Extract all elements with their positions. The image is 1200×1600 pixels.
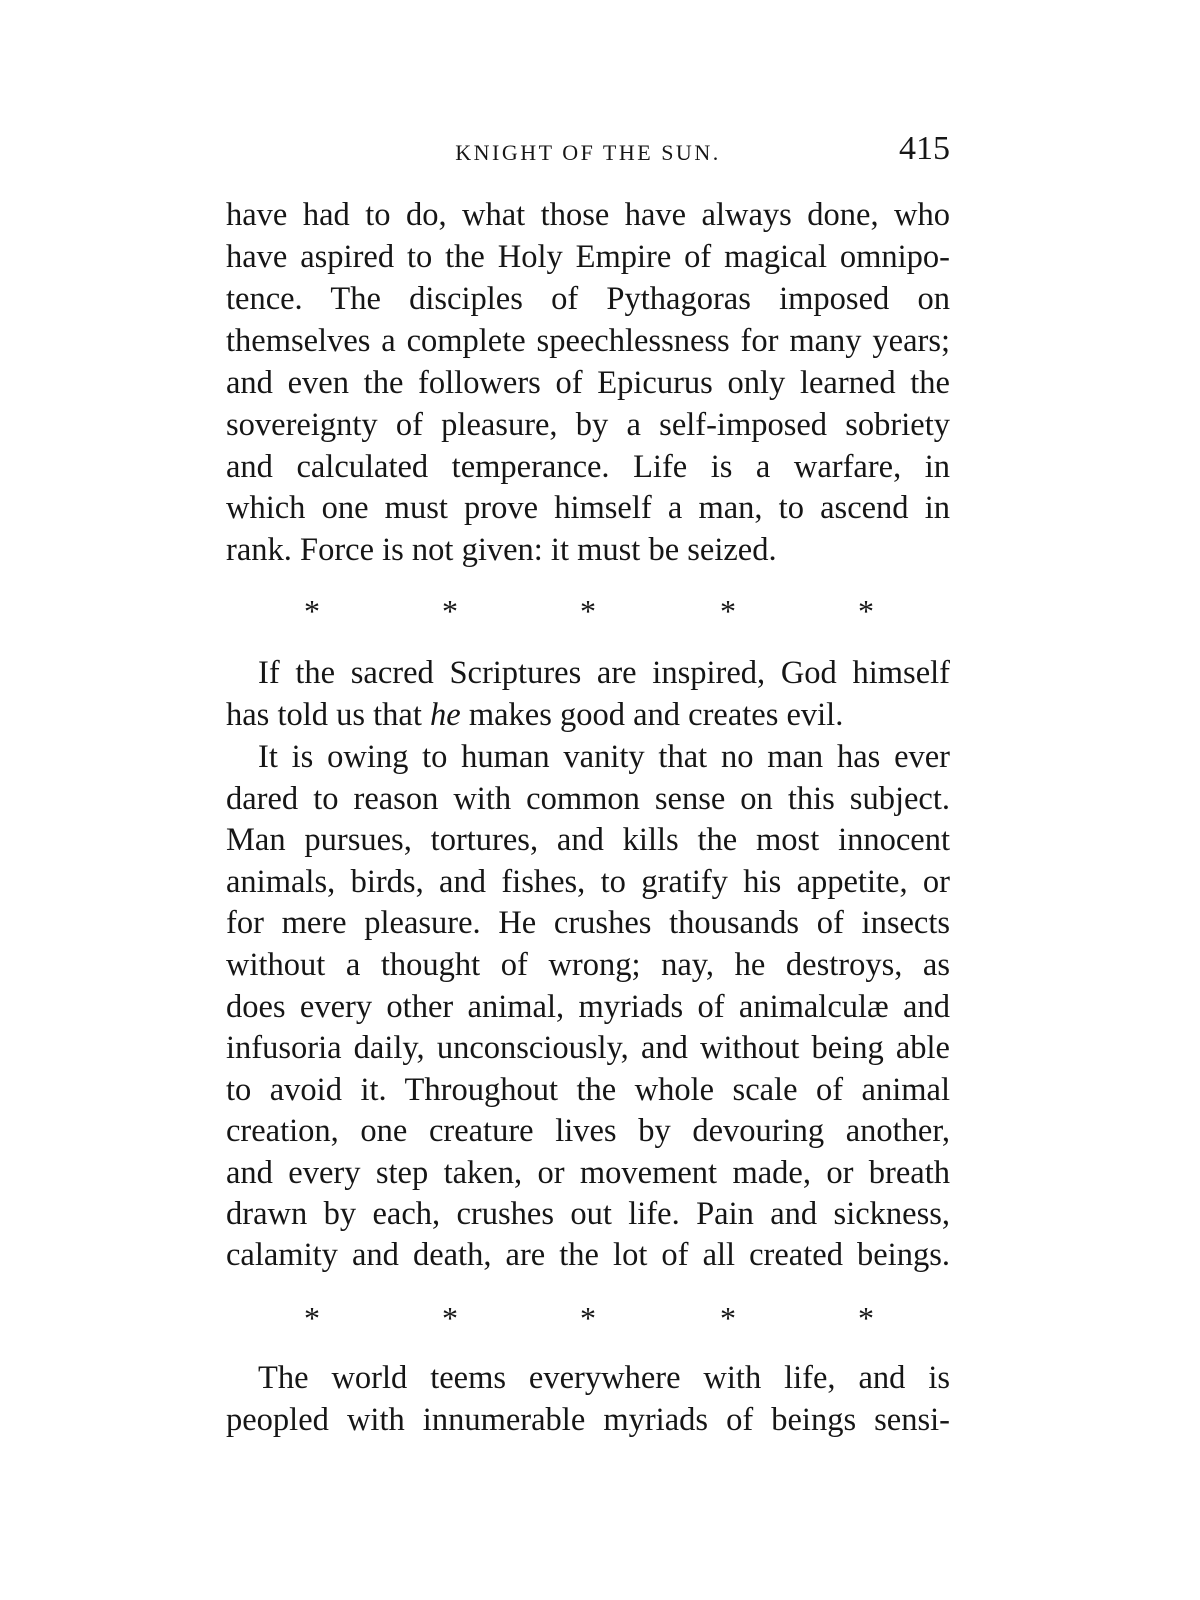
text-line: It is owing to human vanity that no man has ever: [258, 739, 950, 775]
text-line: Man pursues, tortures, and kills the most innocent: [226, 822, 950, 858]
text-line: creation, one creature lives by devouring another,: [226, 1113, 950, 1149]
text-line: The world teems everywhere with life, and is: [258, 1360, 950, 1396]
text-line: have aspired to the Holy Empire of magical omnipo-: [226, 239, 950, 275]
text-line: for mere pleasure. He crushes thousands of insects: [226, 905, 950, 941]
asterisk-mark: *: [442, 1300, 458, 1336]
section-break: [226, 593, 950, 629]
text-line: and even the followers of Epicurus only learned the: [226, 365, 950, 401]
text-line: rank. Force is not given: it must be seized.: [226, 532, 777, 568]
text-line: have had to do, what those have always done, who: [226, 197, 950, 233]
text-line: dared to reason with common sense on this subject.: [226, 781, 950, 817]
text-line: tence. The disciples of Pythagoras imposed on: [226, 281, 950, 317]
page-number: 415: [899, 130, 950, 167]
text-line: animals, birds, and fishes, to gratify his appetite, or: [226, 864, 950, 900]
text-line: infusoria daily, unconsciously, and without being able: [226, 1030, 950, 1066]
asterisk-mark: *: [720, 1300, 736, 1336]
asterisk-mark: *: [858, 593, 874, 629]
asterisk-mark: *: [580, 593, 596, 629]
asterisk-mark: *: [442, 593, 458, 629]
italic-emphasis: he: [430, 697, 461, 733]
running-title: KNIGHT OF THE SUN.: [455, 140, 721, 165]
text-line: peopled with innumerable myriads of beings sensi-: [226, 1402, 950, 1438]
text-line: without a thought of wrong; nay, he destroys, as: [226, 947, 950, 983]
text-line: does every other animal, myriads of animalculæ and: [226, 989, 950, 1025]
running-head: [226, 130, 950, 170]
text-line: themselves a complete speechlessness for many years;: [226, 323, 950, 359]
text-line: sovereignty of pleasure, by a self-imposed sobriety: [226, 407, 950, 443]
text-line: drawn by each, crushes out life. Pain and sickness,: [226, 1196, 950, 1232]
asterisk-mark: *: [858, 1300, 874, 1336]
text-line: which one must prove himself a man, to ascend in: [226, 490, 950, 526]
text-line: to avoid it. Throughout the whole scale of animal: [226, 1072, 950, 1108]
text-line: and every step taken, or movement made, or breath: [226, 1155, 950, 1191]
asterisk-mark: *: [304, 1300, 320, 1336]
text-line: and calculated temperance. Life is a warfare, in: [226, 449, 950, 485]
section-break: [226, 1300, 950, 1336]
text-line: calamity and death, are the lot of all created beings.: [226, 1237, 950, 1273]
text-line: If the sacred Scriptures are inspired, God himself: [258, 655, 950, 691]
asterisk-mark: *: [304, 593, 320, 629]
asterisk-mark: *: [580, 1300, 596, 1336]
text-line-with-italic: has told us that he makes good and creates evil.: [226, 697, 844, 733]
asterisk-mark: *: [720, 593, 736, 629]
